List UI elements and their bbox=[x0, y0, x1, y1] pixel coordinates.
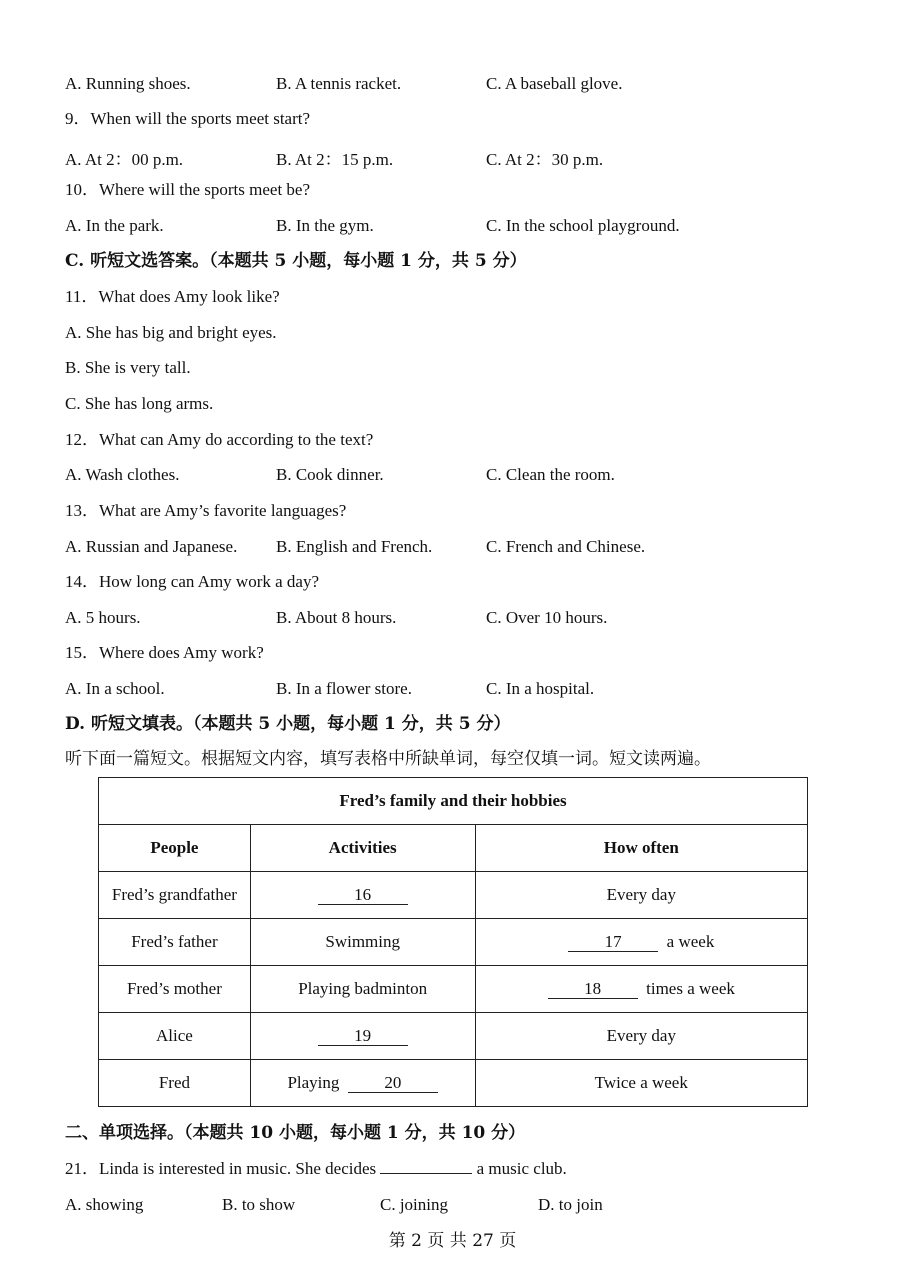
cell-how-often: Every day bbox=[475, 872, 807, 919]
cell-activity bbox=[250, 1013, 475, 1060]
q12-option-b: B. Cook dinner. bbox=[276, 465, 384, 484]
header-how-often: How often bbox=[475, 825, 807, 872]
q10-option-c: C. In the school playground. bbox=[486, 216, 680, 235]
q11-option-a: A. She has big and bright eyes. bbox=[65, 323, 277, 342]
cell-activity bbox=[250, 872, 475, 919]
q15-option-b: B. In a flower store. bbox=[276, 679, 412, 698]
activity-prefix: Playing bbox=[287, 1073, 340, 1092]
cell-people: Fred’s grandfather bbox=[99, 872, 251, 919]
q12-option-a: A. Wash clothes. bbox=[65, 465, 180, 484]
hobbies-table bbox=[98, 777, 808, 1107]
table-row bbox=[99, 1013, 808, 1060]
cell-how-often: Every day bbox=[475, 1013, 807, 1060]
q21-answer-blank[interactable] bbox=[380, 1173, 472, 1174]
q10-option-b: B. In the gym. bbox=[276, 216, 374, 235]
answer-blank-20[interactable]: 20 bbox=[348, 1074, 438, 1093]
q21-option-d: D. to join bbox=[538, 1195, 603, 1214]
table-row bbox=[99, 1060, 808, 1107]
how-often-suffix: a week bbox=[666, 932, 715, 951]
q14-option-b: B. About 8 hours. bbox=[276, 608, 397, 627]
cell-people: Alice bbox=[99, 1013, 251, 1060]
answer-blank-19[interactable]: 19 bbox=[318, 1027, 408, 1046]
answer-blank-17[interactable]: 17 bbox=[568, 933, 658, 952]
q21-question bbox=[65, 1159, 567, 1179]
answer-blank-18[interactable]: 18 bbox=[548, 980, 638, 999]
q15-question: 15．Where does Amy work? bbox=[65, 643, 264, 662]
q21-question-before: 21．Linda is interested in music. She decides bbox=[65, 1159, 377, 1178]
q9-option-b: B. At 2：15 p.m. bbox=[276, 150, 394, 169]
q8-option-b: B. A tennis racket. bbox=[276, 74, 402, 93]
q21-option-c: C. joining bbox=[380, 1195, 449, 1214]
q21-option-b: B. to show bbox=[222, 1195, 296, 1214]
q21-option-a: A. showing bbox=[65, 1195, 144, 1214]
section-2-heading: 二、单项选择。（本题共 10 小题，每小题 1 分，共 10 分） bbox=[65, 1123, 526, 1143]
q11-question: 11．What does Amy look like? bbox=[65, 287, 280, 306]
table-row bbox=[99, 872, 808, 919]
q13-question: 13．What are Amy’s favorite languages? bbox=[65, 501, 347, 520]
q13-option-b: B. English and French. bbox=[276, 537, 433, 556]
cell-activity: Playing badminton bbox=[250, 966, 475, 1013]
cell-how-often bbox=[475, 966, 807, 1013]
cell-people: Fred’s mother bbox=[99, 966, 251, 1013]
table-row bbox=[99, 919, 808, 966]
q10-option-a: A. In the park. bbox=[65, 216, 164, 235]
table-row bbox=[99, 966, 808, 1013]
page-footer: 第 2 页 共 27 页 bbox=[388, 1231, 517, 1251]
cell-how-often bbox=[475, 919, 807, 966]
cell-activity bbox=[250, 1060, 475, 1107]
section-c-heading: C. 听短文选答案。（本题共 5 小题，每小题 1 分，共 5 分） bbox=[65, 251, 527, 271]
cell-people: Fred’s father bbox=[99, 919, 251, 966]
q11-option-b: B. She is very tall. bbox=[65, 358, 191, 377]
cell-activity: Swimming bbox=[250, 919, 475, 966]
q9-option-c: C. At 2：30 p.m. bbox=[486, 150, 604, 169]
header-people: People bbox=[99, 825, 251, 872]
q8-option-c: C. A baseball glove. bbox=[486, 74, 623, 93]
q14-question: 14．How long can Amy work a day? bbox=[65, 572, 320, 591]
cell-people: Fred bbox=[99, 1060, 251, 1107]
q8-option-a: A. Running shoes. bbox=[65, 74, 191, 93]
q9-option-a: A. At 2：00 p.m. bbox=[65, 150, 184, 169]
answer-blank-16[interactable]: 16 bbox=[318, 886, 408, 905]
q14-option-c: C. Over 10 hours. bbox=[486, 608, 608, 627]
q14-option-a: A. 5 hours. bbox=[65, 608, 141, 627]
header-activities: Activities bbox=[250, 825, 475, 872]
q9-question: 9．When will the sports meet start? bbox=[65, 109, 311, 128]
q13-option-c: C. French and Chinese. bbox=[486, 537, 646, 556]
q15-option-a: A. In a school. bbox=[65, 679, 165, 698]
cell-how-often: Twice a week bbox=[475, 1060, 807, 1107]
q12-option-c: C. Clean the room. bbox=[486, 465, 615, 484]
section-d-instruction: 听下面一篇短文。根据短文内容，填写表格中所缺单词，每空仅填一词。短文读两遍。 bbox=[65, 749, 711, 769]
how-often-suffix: times a week bbox=[646, 979, 735, 998]
q11-option-c: C. She has long arms. bbox=[65, 394, 214, 413]
q21-question-after: a music club. bbox=[476, 1159, 567, 1178]
q15-option-c: C. In a hospital. bbox=[486, 679, 595, 698]
q10-question: 10．Where will the sports meet be? bbox=[65, 180, 311, 199]
q13-option-a: A. Russian and Japanese. bbox=[65, 537, 238, 556]
table-title: Fred’s family and their hobbies bbox=[99, 778, 808, 825]
section-d-heading: D. 听短文填表。（本题共 5 小题，每小题 1 分，共 5 分） bbox=[65, 714, 511, 734]
q12-question: 12．What can Amy do according to the text? bbox=[65, 430, 374, 449]
